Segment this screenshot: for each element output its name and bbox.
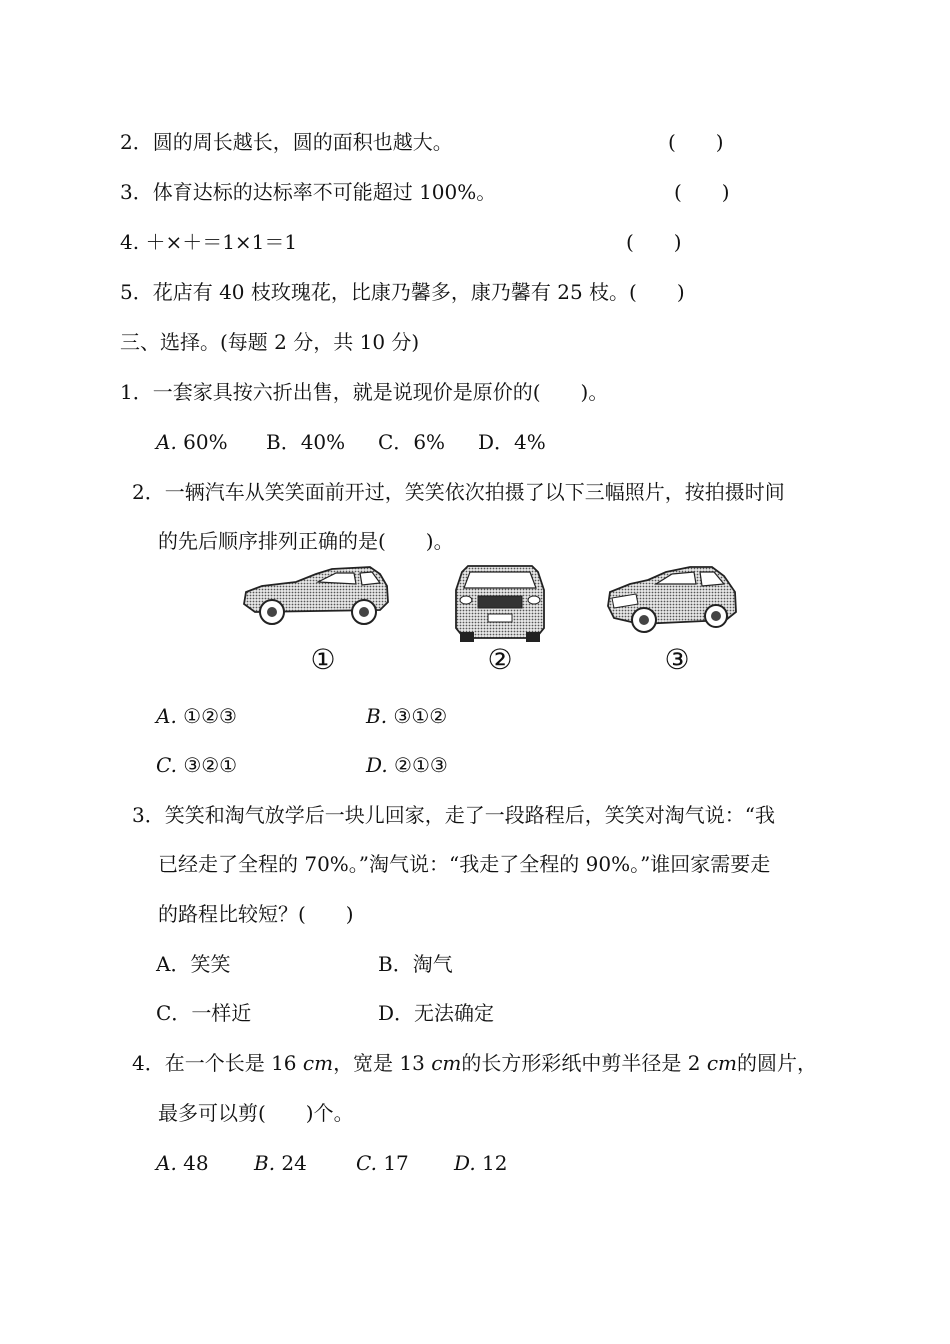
photo-label-3: ③ — [664, 643, 690, 676]
option-c[interactable]: C. 17 — [356, 1151, 409, 1175]
option-d[interactable]: D. 12 — [454, 1151, 508, 1175]
option-a[interactable]: A. 48 — [156, 1151, 209, 1175]
judge-item-4: 4. ＋×＋＝1×1＝1 — [120, 230, 298, 254]
unit-cm: cm — [706, 1051, 738, 1075]
car-side-view — [244, 567, 388, 624]
judge-item-3: 3．体育达标的达标率不可能超过 100%。 — [120, 180, 497, 204]
unit-cm: cm — [302, 1051, 334, 1075]
answer-blank[interactable]: ( ) — [668, 130, 724, 154]
option-d[interactable]: D. ②①③ — [366, 753, 448, 777]
photo-label-1: ① — [310, 643, 336, 676]
unit-cm: cm — [431, 1051, 462, 1075]
photo-label-2: ② — [487, 643, 513, 676]
answer-blank[interactable]: ( ) — [626, 230, 682, 254]
judge-item-2: 2．圆的周长越长，圆的面积也越大。 — [120, 130, 453, 154]
question-2-stem-line1: 2．一辆汽车从笑笑面前开过，笑笑依次拍摄了以下三幅照片，按拍摄时间 — [132, 480, 785, 504]
question-3-stem-line2: 已经走了全程的 70%。”淘气说：“我走了全程的 90%。”谁回家需要走 — [158, 852, 771, 876]
option-b[interactable]: B．淘气 — [378, 952, 453, 976]
option-d[interactable]: D．4% — [478, 430, 546, 454]
car-three-quarter-view — [608, 567, 736, 632]
option-a[interactable]: A. 60% — [156, 430, 228, 454]
question-4-stem-line1: 4．在一个长是 16 cm，宽是 13 cm的长方形彩纸中剪半径是 2 cm的圆片， — [132, 1051, 818, 1075]
judge-item-5: 5．花店有 40 枝玫瑰花，比康乃馨多，康乃馨有 25 枝。( ) — [120, 280, 685, 304]
question-2-stem-line2: 的先后顺序排列正确的是( )。 — [158, 529, 454, 553]
option-d[interactable]: D．无法确定 — [378, 1001, 495, 1025]
option-c[interactable]: C．一样近 — [156, 1001, 252, 1025]
section-title: 三、选择。(每题 2 分，共 10 分) — [120, 330, 420, 354]
answer-blank[interactable]: ( ) — [674, 180, 730, 204]
question-3-stem-line3: 的路程比较短？( ) — [158, 902, 354, 926]
option-c[interactable]: C. ③②① — [156, 753, 238, 777]
option-b[interactable]: B. 24 — [254, 1151, 307, 1175]
question-1-stem: 1．一套家具按六折出售，就是说现价是原价的( )。 — [120, 380, 609, 404]
option-a[interactable]: A．笑笑 — [156, 952, 231, 976]
option-b[interactable]: B. ③①② — [366, 704, 448, 728]
car-front-view — [456, 566, 544, 642]
question-3-stem-line1: 3．笑笑和淘气放学后一块儿回家，走了一段路程后，笑笑对淘气说：“我 — [132, 803, 775, 827]
question-4-stem-line2: 最多可以剪( )个。 — [158, 1101, 354, 1125]
option-c[interactable]: C．6% — [378, 430, 446, 454]
option-b[interactable]: B．40% — [266, 430, 346, 454]
option-a[interactable]: A. ①②③ — [156, 704, 237, 728]
